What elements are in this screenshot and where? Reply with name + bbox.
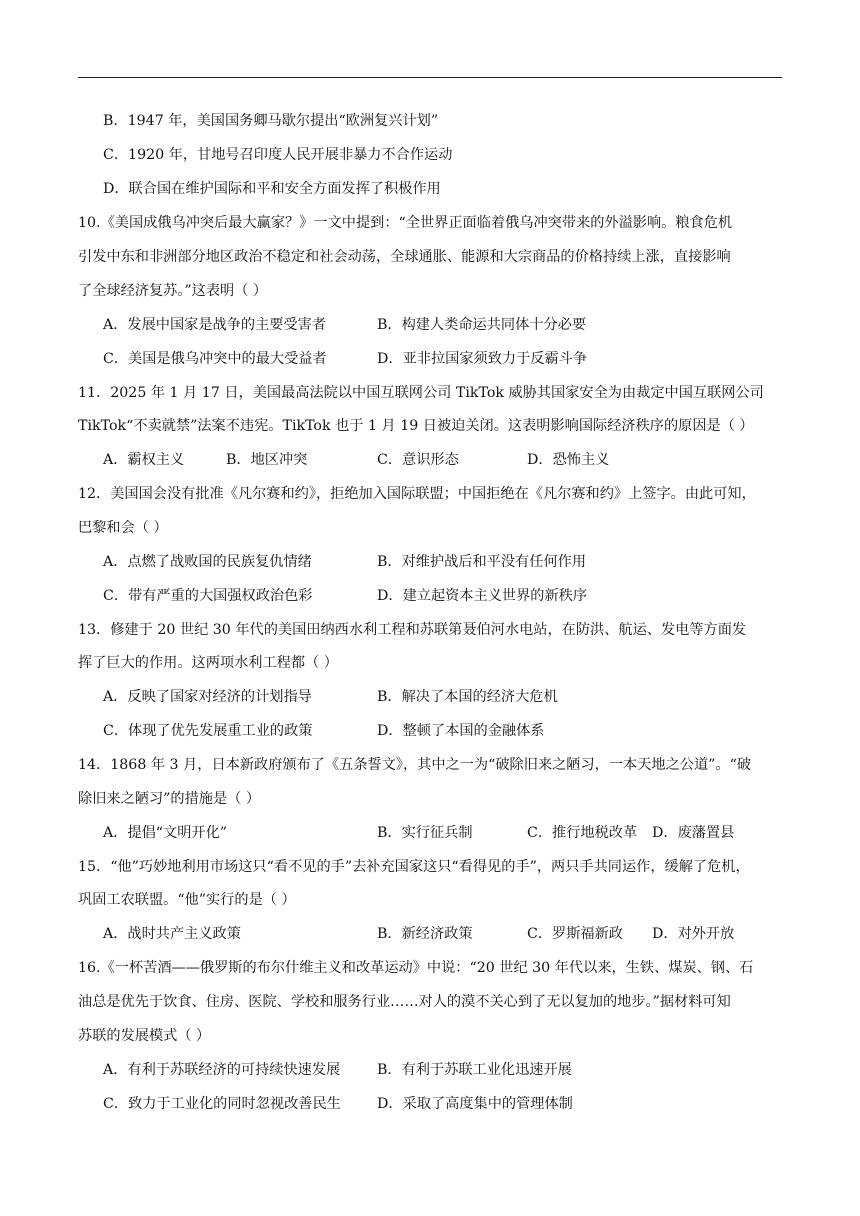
q14-stem-line1: 14．1868 年 3 月，日本新政府颁布了《五条誓文》，其中之一为“破除旧来之陋习，一本天地之公道”。“破 bbox=[78, 757, 752, 773]
q14-option-a: A．提倡“文明开化” bbox=[103, 825, 228, 841]
header-rule bbox=[78, 77, 782, 78]
q13-stem-line1: 13．修建于 20 世纪 30 年代的美国田纳西水利工程和苏联第聂伯河水电站，在防洪、航运、发电等方面发 bbox=[78, 622, 747, 638]
q11-option-c: C．意识形态 bbox=[377, 452, 459, 468]
q10-stem-line3: 了全球经济复苏。”这表明（ ） bbox=[78, 283, 268, 299]
q14-option-b: B．实行征兵制 bbox=[377, 825, 473, 841]
q16-option-a: A．有利于苏联经济的可持续快速发展 bbox=[103, 1062, 341, 1078]
q11-option-b: B．地区冲突 bbox=[226, 452, 308, 468]
q16-stem-line3: 苏联的发展模式（ ） bbox=[78, 1028, 211, 1044]
q12-option-b: B．对维护战后和平没有任何作用 bbox=[377, 554, 587, 570]
q9-option-d: D．联合国在维护国际和平和安全方面发挥了积极作用 bbox=[103, 181, 441, 197]
q13-option-c: C．体现了优先发展重工业的政策 bbox=[103, 723, 313, 739]
q16-stem-line2: 油总是优先于饮食、住房、医院、学校和服务行业……对人的漠不关心到了无以复加的地步。”据材料可知 bbox=[78, 994, 731, 1010]
q9-option-c: C．1920 年，甘地号召印度人民开展非暴力不合作运动 bbox=[103, 147, 453, 163]
q15-option-c: C．罗斯福新政 bbox=[527, 926, 623, 942]
q16-option-c: C．致力于工业化的同时忽视改善民生 bbox=[103, 1096, 341, 1112]
q12-option-a: A．点燃了战败国的民族复仇情绪 bbox=[103, 554, 312, 570]
q11-stem-line2: TikTok“不卖就禁”法案不违宪。TikTok 也于 1 月 19 日被迫关闭。这表明影响国际经济秩序的原因是（ ） bbox=[78, 418, 754, 434]
q10-option-d: D．亚非拉国家须致力于反霸斗争 bbox=[377, 351, 588, 367]
q12-stem-line1: 12．美国国会没有批准《凡尔赛和约》，拒绝加入国际联盟；中国拒绝在《凡尔赛和约》上签字。由此可知， bbox=[78, 486, 756, 502]
q10-option-b: B．构建人类命运共同体十分必要 bbox=[377, 317, 587, 333]
q10-stem-line1: 10.《美国成俄乌冲突后最大赢家？》一文中提到：“全世界正面临着俄乌冲突带来的外溢影响。粮食危机 bbox=[78, 215, 733, 231]
q14-stem-line2: 除旧来之陋习”的措施是（ ） bbox=[78, 791, 261, 807]
q15-option-a: A．战时共产主义政策 bbox=[103, 926, 241, 942]
q15-stem-line1: 15．“他”巧妙地利用市场这只“看不见的手”去补充国家这只“看得见的手”，两只手共同运作，缓解了危机， bbox=[78, 859, 750, 875]
q13-option-a: A．反映了国家对经济的计划指导 bbox=[103, 689, 312, 705]
q15-stem-line2: 巩固工农联盟。“他”实行的是（ ） bbox=[78, 892, 296, 908]
q10-option-a: A．发展中国家是战争的主要受害者 bbox=[103, 317, 327, 333]
q12-option-d: D．建立起资本主义世界的新秩序 bbox=[377, 588, 588, 604]
q11-stem-line1: 11．2025 年 1 月 17 日，美国最高法院以中国互联网公司 TikTok 威胁其国家安全为由裁定中国互联网公司 bbox=[78, 385, 764, 401]
q12-option-c: C．带有严重的大国强权政治色彩 bbox=[103, 588, 313, 604]
q13-option-b: B．解决了本国的经济大危机 bbox=[377, 689, 558, 705]
q15-option-d: D．对外开放 bbox=[652, 926, 735, 942]
q11-option-d: D．恐怖主义 bbox=[527, 452, 610, 468]
q16-option-b: B．有利于苏联工业化迅速开展 bbox=[377, 1062, 572, 1078]
q15-option-b: B．新经济政策 bbox=[377, 926, 473, 942]
q14-option-d: D．废藩置县 bbox=[652, 825, 735, 841]
q16-option-d: D．采取了高度集中的管理体制 bbox=[377, 1096, 573, 1112]
q10-stem-line2: 引发中东和非洲部分地区政治不稳定和社会动荡，全球通胀、能源和大宗商品的价格持续上涨，直接影响 bbox=[78, 249, 731, 265]
q14-option-c: C．推行地税改革 bbox=[527, 825, 638, 841]
q10-option-c: C．美国是俄乌冲突中的最大受益者 bbox=[103, 351, 327, 367]
q13-stem-line2: 挥了巨大的作用。这两项水利工程都（ ） bbox=[78, 655, 338, 671]
q12-stem-line2: 巴黎和会（ ） bbox=[78, 520, 168, 536]
q9-option-b: B．1947 年，美国国务卿马歇尔提出“欧洲复兴计划” bbox=[103, 113, 439, 129]
q11-option-a: A．霸权主义 bbox=[103, 452, 185, 468]
q16-stem-line1: 16.《一杯苦酒——俄罗斯的布尔什维主义和改革运动》中说：“20 世纪 30 年代以来，生铁、煤炭、钢、石 bbox=[78, 960, 754, 976]
q13-option-d: D．整顿了本国的金融体系 bbox=[377, 723, 545, 739]
